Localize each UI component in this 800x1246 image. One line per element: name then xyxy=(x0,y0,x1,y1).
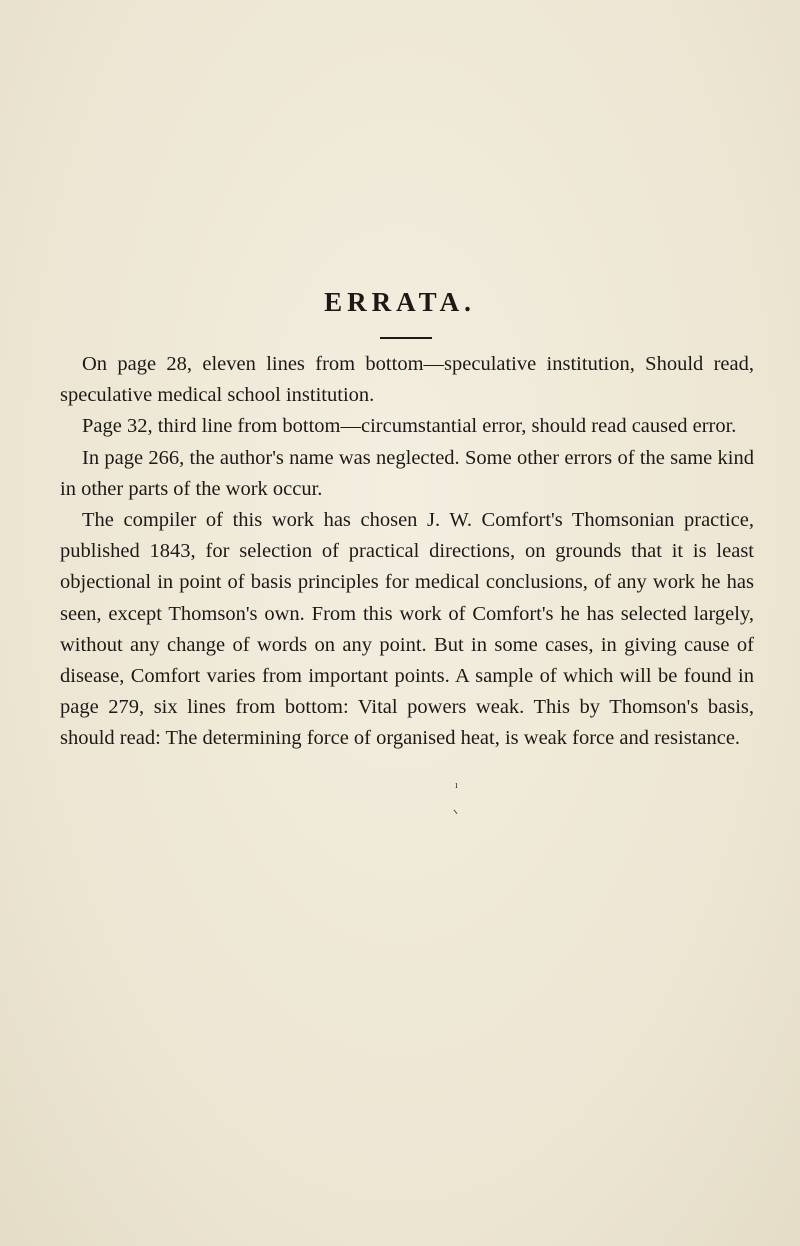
errata-heading: ERRATA. xyxy=(324,287,476,317)
errata-body xyxy=(60,349,754,755)
errata-paragraph: The compiler of this work has chosen J. W. Comfort's Thomsonian practice, published 1843, for selection of practical directions, on grounds that it is least objectional in point of basis principles for medical conclusions, of any work he has seen, except Thomson's own. From this work of Comfort's he has selected largely, without any change of words on any point. But in some cases, in giving cause of disease, Comfort varies from important points. A sample of which will be found in page 279, six lines from bottom: Vital powers weak. This by Thomson's basis, should read: The determining force of organised heat, is weak force and resistance. xyxy=(60,509,754,750)
heading-divider xyxy=(380,337,432,339)
print-speck: ı xyxy=(451,806,460,817)
errata-paragraph: In page 266, the author's name was neglected. Some other errors of the same kind in other parts of the work occur. xyxy=(60,446,754,500)
errata-paragraph: On page 28, eleven lines from bottom—speculative institution, Should read, speculative medical school institution. xyxy=(60,353,754,407)
errata-paragraph: Page 32, third line from bottom—circumstantial error, should read caused error. xyxy=(82,415,737,438)
print-speck: ı xyxy=(455,780,458,791)
